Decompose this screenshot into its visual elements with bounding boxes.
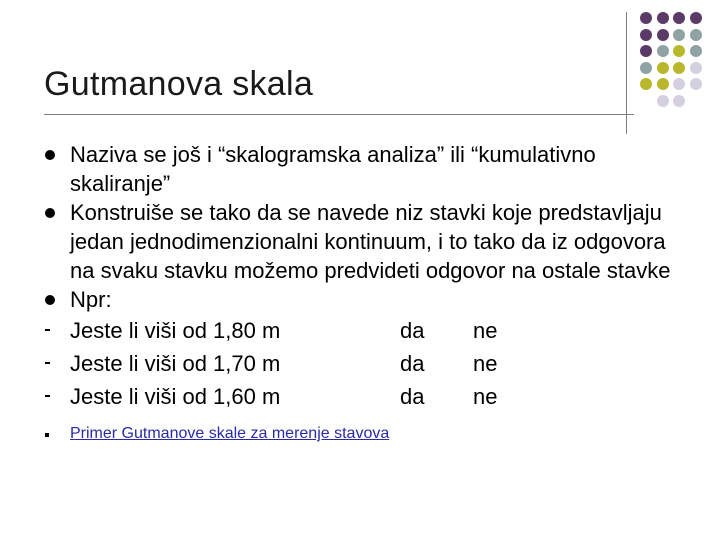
decor-dot [657, 95, 669, 107]
dash-icon [45, 362, 50, 364]
decor-dot [690, 45, 702, 57]
bullet-text: Npr: [70, 287, 112, 312]
example-answer-no: ne [473, 318, 498, 343]
example-link[interactable]: Primer Gutmanove skale za merenje stavova [70, 425, 390, 442]
bullet-item [0, 285, 690, 314]
example-row [0, 347, 720, 380]
decor-dot [690, 12, 702, 24]
dash-icon [45, 329, 50, 331]
bullet-item [0, 140, 690, 198]
example-answer-no: ne [473, 384, 498, 409]
decor-dot [657, 12, 669, 24]
example-row [0, 380, 720, 413]
bullet-disc-icon [45, 208, 55, 218]
example-question: Jeste li viši od 1,70 m [70, 351, 281, 376]
bullet-disc-icon [45, 150, 55, 160]
example-question: Jeste li viši od 1,80 m [70, 318, 281, 343]
decor-dot [673, 12, 685, 24]
decor-dot [657, 29, 669, 41]
decor-dot [673, 45, 685, 57]
decor-dot [640, 12, 652, 24]
decor-dot [690, 62, 702, 74]
title-underline [44, 114, 634, 115]
bullet-disc-icon [45, 295, 55, 305]
bullet-text: Konstruiše se tako da se navede niz stavki koje predstavljaju jedan jednodimenzionalni kontinuum, i to tako da iz odgovora na svaku stavku možemo predvideti odgovor na ostale stavke [70, 200, 671, 283]
slide-title: Gutmanova skala [44, 65, 314, 103]
decor-dot [657, 78, 669, 90]
bullet-item [0, 198, 690, 285]
decor-dot [657, 45, 669, 57]
link-item [0, 423, 720, 445]
decor-dot [673, 29, 685, 41]
decor-dot [690, 78, 702, 90]
small-square-icon [45, 433, 49, 437]
decor-vertical-line [626, 12, 627, 134]
decor-dot [640, 45, 652, 57]
example-answer-yes: da [400, 351, 425, 376]
bullet-text: Naziva se još i “skalogramska analiza” ili “kumulativno skaliranje” [70, 142, 596, 196]
decor-dot [640, 29, 652, 41]
dash-icon [45, 395, 50, 397]
decor-dot [640, 62, 652, 74]
content-list [0, 140, 720, 445]
decor-dot [640, 78, 652, 90]
decor-dot [673, 78, 685, 90]
example-answer-yes: da [400, 318, 425, 343]
decor-dot [673, 62, 685, 74]
example-row [0, 314, 720, 347]
example-question: Jeste li viši od 1,60 m [70, 384, 281, 409]
example-answer-yes: da [400, 384, 425, 409]
decor-dot [690, 29, 702, 41]
decor-dot [673, 95, 685, 107]
decor-dot [657, 62, 669, 74]
example-answer-no: ne [473, 351, 498, 376]
